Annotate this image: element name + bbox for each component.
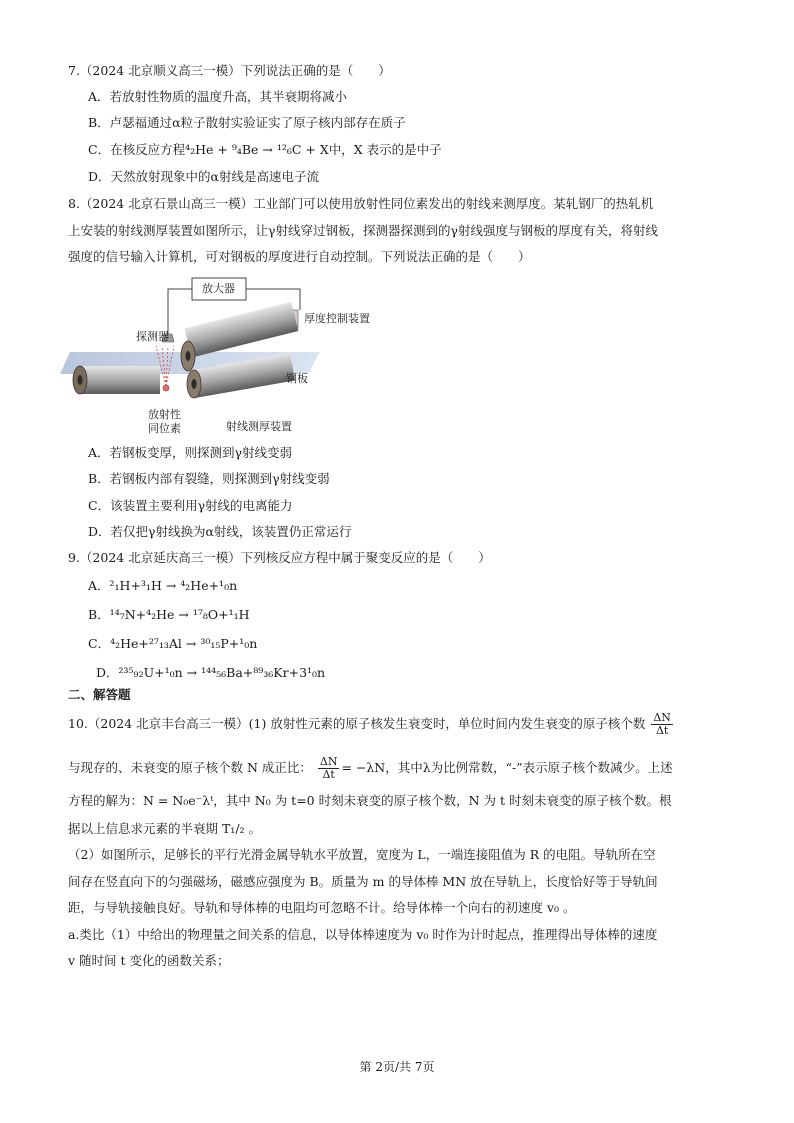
q10-part2-line3: 距，与导轨接触良好。导轨和导体棒的电阻均可忽略不计。给导体棒一个向右的初速度 v₀ 。 [68, 900, 576, 915]
q10-line1-text: 10.（2024 北京丰台高三一模）(1) 放射性元素的原子核发生衰变时，单位时间内发生衰变的原子核个数 [68, 716, 646, 731]
q9-option-d: D．²³⁵₉₂U+¹₀n → ¹⁴⁴₅₆Ba+⁸⁹₃₆Kr+3¹₀n [96, 665, 326, 680]
q9-stem: 9.（2024 北京延庆高三一模）下列核反应方程中属于聚变反应的是（ ） [68, 550, 491, 565]
q10-fraction-equation [318, 756, 340, 781]
q7-stem: 7.（2024 北京顺义高三一模）下列说法正确的是（ ） [68, 63, 391, 78]
label-control-device: 厚度控制装置 [304, 312, 370, 325]
q10-part-a-line1: a.类比（1）中给出的物理量之间关系的信息，以导体棒速度为 v₀ 时作为计时起点，推理得出导体棒的速度 [68, 927, 658, 942]
label-isotope-line1: 放射性 [148, 408, 181, 421]
q10-fraction-dn-dt [651, 712, 673, 737]
q9-option-a: A．²₁H+³₁H → ⁴₂He+¹₀n [88, 578, 238, 593]
q7-option-a: A．若放射性物质的温度升高，其半衰期将减小 [88, 89, 348, 104]
label-isotope-line2: 同位素 [148, 422, 181, 435]
q9-option-c: C．⁴₂He+²⁷₁₃Al → ³⁰₁₅P+¹₀n [88, 636, 258, 651]
isotope-source [163, 385, 169, 391]
q10-part2-line1: （2）如图所示，足够长的平行光滑金属导轨水平放置，宽度为 L，一端连接阻值为 R 的电阻。导轨所在空 [68, 847, 656, 862]
q7-option-b: B．卢瑟福通过α粒子散射实验证实了原子核内部存在质子 [88, 115, 406, 130]
q7-option-c-equation: ⁴₂He + ⁹₄Be → ¹²₆C + X [185, 142, 329, 157]
q8-stem-line3: 强度的信号输入计算机，可对钢板的厚度进行自动控制。下列说法正确的是（ ） [68, 249, 531, 264]
q7-option-d: D．天然放射现象中的α射线是高速电子流 [88, 169, 319, 184]
q10-part2-line2: 间存在竖直向下的匀强磁场，磁感应强度为 B。质量为 m 的导体棒 MN 放在导轨上，长度恰好等于导轨间 [68, 874, 658, 889]
fraction-denominator: Δt [322, 768, 335, 781]
label-device: 射线测厚装置 [226, 420, 292, 433]
q10-line3: 方程的解为：N = N₀e⁻λᵗ，其中 N₀ 为 t=0 时刻未衰变的原子核个数，N 为 t 时刻未衰变的原子核个数。根 [68, 793, 672, 808]
fraction-numerator: ΔN [653, 711, 671, 724]
q10-line2-equation: = −λN [341, 760, 386, 775]
q7-option-c [88, 141, 442, 159]
q10-line2-prefix: 与现存的、未衰变的原子核个数 N 成正比： [68, 760, 312, 775]
page-number-footer: 第 2页/共 7页 [359, 1060, 435, 1074]
q8-stem-line2: 上安装的射线测厚装置如图所示，让γ射线穿过钢板，探测器探测到的γ射线强度与钢板的厚度有关，将射线 [68, 223, 658, 238]
q10-line2 [68, 756, 673, 781]
q8-option-c: C．该装置主要利用γ射线的电离能力 [88, 498, 293, 513]
q10-line1 [68, 712, 675, 737]
fraction-denominator: Δt [655, 724, 669, 737]
thickness-gauge-figure [60, 272, 370, 440]
section-heading-answer: 二、解答题 [68, 687, 131, 702]
q10-line4: 据以上信息求元素的半衰期 T₁/₂ 。 [68, 821, 262, 836]
q8-option-d: D．若仅把γ射线换为α射线，该装置仍正常运行 [88, 524, 352, 539]
q7-option-c-prefix: C．在核反应方程 [88, 142, 186, 157]
q10-part-a-line2: v 随时间 t 变化的函数关系； [68, 953, 230, 968]
q9-option-b: B．¹⁴₇N+⁴₂He → ¹⁷₈O+¹₁H [88, 607, 250, 622]
fraction-numerator: ΔN [319, 755, 338, 768]
label-steel-plate: 钢板 [286, 372, 308, 385]
thickness-gauge-illustration [60, 272, 360, 440]
label-amplifier: 放大器 [202, 282, 235, 295]
q8-option-b: B．若钢板内部有裂缝，则探测到γ射线变弱 [88, 471, 330, 486]
q8-stem-line1: 8.（2024 北京石景山高三一模）工业部门可以使用放射性同位素发出的射线来测厚度。某轧钢厂的热轧机 [68, 196, 654, 211]
label-detector: 探测器 [136, 330, 169, 343]
q10-line2-suffix: ，其中λ为比例常数，“-”表示原子核个数减少。上述 [385, 760, 673, 775]
q8-option-a: A．若钢板变厚，则探测到γ射线变弱 [88, 445, 292, 460]
q7-option-c-suffix: 中，X 表示的是中子 [328, 142, 442, 157]
